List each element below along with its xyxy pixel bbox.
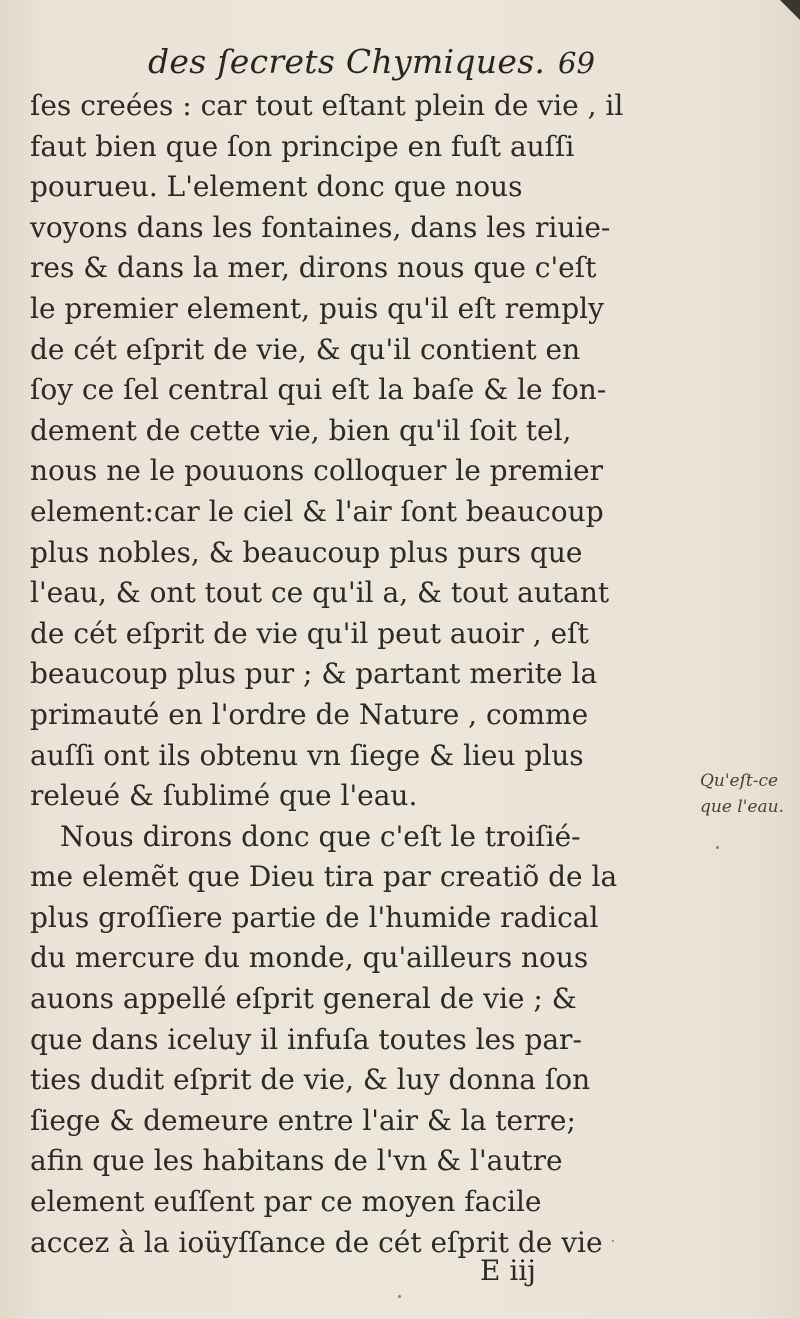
text-line: element:car le ciel & l'air ſont beaucoup — [30, 494, 604, 528]
page-corner-mark — [778, 0, 800, 22]
paper-speck — [716, 846, 719, 849]
text-line: auſſi ont ils obtenu vn ſiege & lieu plus — [30, 738, 584, 772]
text-line: dement de cette vie, bien qu'il ſoit tel, — [30, 413, 572, 447]
text-line: pourueu. L'element donc que nous — [30, 170, 523, 204]
text-line: ſoy ce ſel central qui eſt la baſe & le fon- — [30, 373, 607, 407]
text-line: primauté en l'ordre de Nature , comme — [30, 697, 589, 731]
text-line: nous ne le pouuons colloquer le premier — [30, 454, 604, 488]
text-line: voyons dans les fontaines, dans les riuie- — [30, 210, 611, 244]
text-line: releué & ſublimé que l'eau. — [30, 779, 418, 813]
text-line: plus groſſiere partie de l'humide radical — [30, 900, 599, 934]
text-line: me elemẽt que Dieu tira par creatiõ de la — [30, 860, 618, 894]
text-line: du mercure du monde, qu'ailleurs nous — [30, 941, 589, 975]
margin-note — [700, 768, 800, 820]
text-line: le premier element, puis qu'il eſt remply — [30, 291, 604, 325]
text-line: accez à la ioüyſſance de cét eſprit de vie — [30, 1225, 603, 1259]
text-line: element euſſent par ce moyen facile — [30, 1185, 542, 1219]
text-line: ties dudit eſprit de vie, & luy donna ſon — [30, 1063, 591, 1097]
text-line: afin que les habitans de l'vn & l'autre — [30, 1144, 563, 1178]
paper-speck — [398, 1295, 401, 1298]
text-line: l'eau, & ont tout ce qu'il a, & tout autant — [30, 576, 610, 610]
text-line: beaucoup plus pur ; & partant merite la — [30, 657, 598, 691]
text-line: que dans iceluy il infuſa toutes les par- — [30, 1022, 582, 1056]
running-title: des ſecrets Chymiques. — [148, 42, 546, 81]
text-line: ſes creées : car tout eſtant plein de vie , il — [30, 89, 624, 122]
margin-note-line: que l'eau. — [700, 797, 784, 817]
text-line: plus nobles, & beaucoup plus purs que — [30, 535, 583, 569]
text-line: de cét eſprit de vie, & qu'il contient en — [30, 332, 581, 366]
text-line: faut bien que ſon principe en fuſt auſſi — [30, 129, 575, 163]
text-line: res & dans la mer, dirons nous que c'eſt — [30, 251, 597, 285]
body-text — [30, 86, 630, 1263]
text-line: ſiege & demeure entre l'air & la terre; — [30, 1103, 576, 1137]
page-header — [0, 40, 800, 90]
paper-speck — [612, 1240, 614, 1242]
paragraph-start-line: Nous dirons donc que c'eſt le troiſié- — [60, 819, 581, 853]
signature-mark: E iij — [480, 1254, 536, 1287]
margin-note-line: Qu'eſt-ce — [700, 771, 779, 791]
text-line: auons appellé eſprit general de vie ; & — [30, 982, 577, 1016]
page-number: 69 — [558, 46, 595, 80]
text-line: de cét eſprit de vie qu'il peut auoir , eſt — [30, 616, 589, 650]
